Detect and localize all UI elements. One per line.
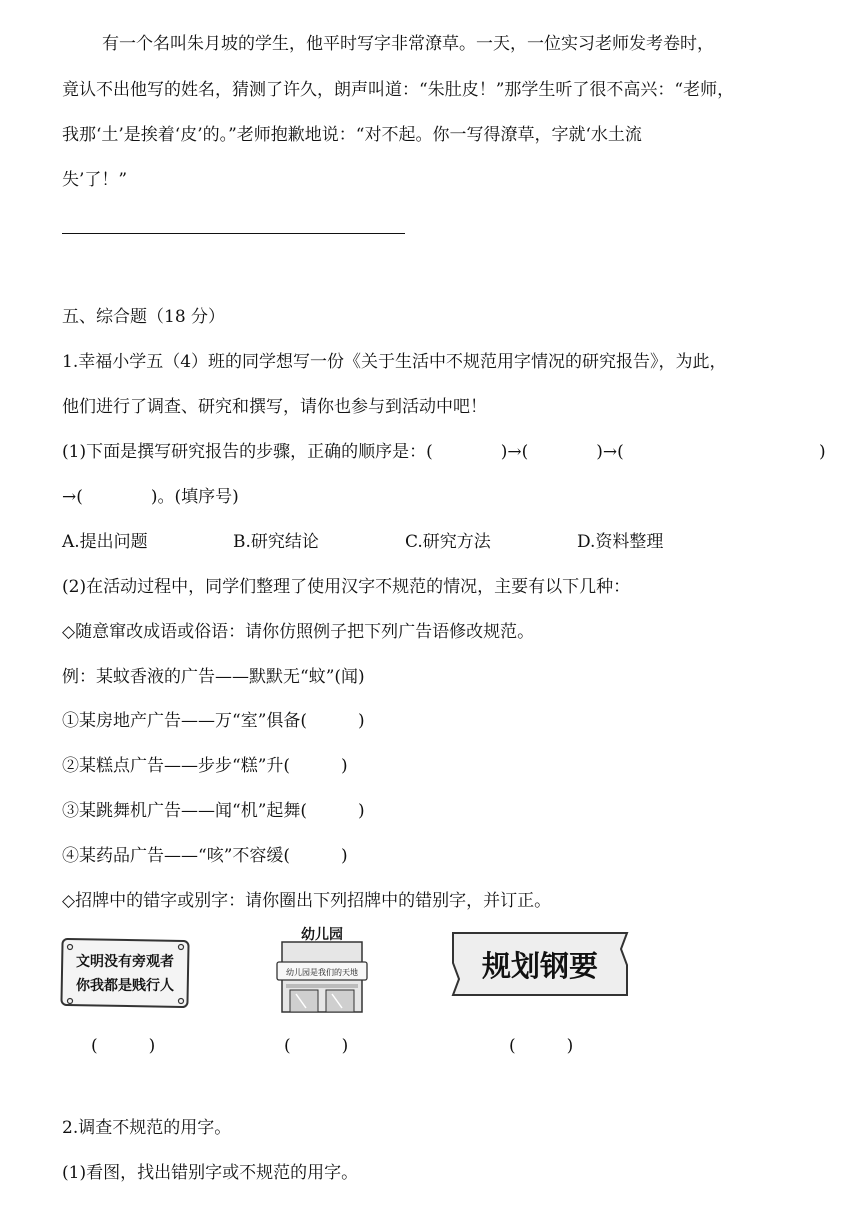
story-line-4: 失’了！” [62, 170, 128, 190]
option-d: D.资料整理 [577, 532, 664, 552]
q1-line-2: 他们进行了调查、研究和撰写，请你也参与到活动中吧！ [62, 397, 487, 417]
item-2: ②某糕点广告——步步“糕”升( ) [62, 756, 348, 776]
option-a: A.提出问题 [62, 532, 148, 552]
sign2-answer-blank[interactable]: ( ) [284, 1036, 349, 1056]
q2-title: 2.调查不规范的用字。 [62, 1118, 232, 1138]
story-line-1: 有一个名叫朱月坡的学生，他平时写字非常潦草。一天，一位实习老师发考卷时， [102, 34, 714, 54]
sign1-answer-blank[interactable]: ( ) [91, 1036, 156, 1056]
sign3-text: 规划钢要 [481, 949, 599, 983]
q1-line-1: 1.幸福小学五（4）班的同学想写一份《关于生活中不规范用字情况的研究报告》，为此， [62, 352, 727, 372]
option-c: C.研究方法 [405, 532, 491, 552]
sign1-line-2: 你我都是贱行人 [76, 978, 174, 994]
item-3: ③某跳舞机广告——闻“机”起舞( ) [62, 801, 365, 821]
q2-sub1: (1)看图，找出错别字或不规范的用字。 [62, 1163, 359, 1183]
sign1-line-1: 文明没有旁观者 [76, 954, 174, 970]
item-4: ④某药品广告——“咳”不容缓( ) [62, 846, 348, 866]
story-line-3: 我那‘土’是挨着‘皮’的。”老师抱歉地说：“对不起。你一写得潦草，字就‘水土流 [62, 125, 642, 145]
q1-sub1-line-a: (1)下面是撰写研究报告的步骤，正确的顺序是：( )→( )→( [62, 442, 624, 462]
bullet-2: ◇招牌中的错字或别字：请你圈出下列招牌中的错别字，并订正。 [62, 891, 552, 911]
q1-sub2: (2)在活动过程中，同学们整理了使用汉字不规范的情况，主要有以下几种： [62, 577, 631, 597]
answer-line[interactable] [62, 233, 405, 234]
q1-sub1-line-a-end: ) [819, 442, 826, 462]
sign2-banner: 幼儿园是我们的天地 [286, 968, 358, 977]
item-1: ①某房地产广告——万“室”俱备( ) [62, 711, 365, 731]
sign2-top: 幼儿园 [301, 927, 343, 943]
sign3-answer-blank[interactable]: ( ) [509, 1036, 574, 1056]
kindergarten-building [276, 926, 368, 1016]
story-line-2: 竟认不出他写的姓名，猜测了许久，朗声叫道：“朱肚皮！”那学生听了很不高兴：“老师， [62, 80, 735, 100]
example-line: 例：某蚊香液的广告——默默无“蚊”(闻) [62, 667, 365, 687]
option-b: B.研究结论 [233, 532, 319, 552]
banner-plan [449, 929, 631, 1001]
signboard-civility [58, 934, 194, 1016]
section-title: 五、综合题（18 分） [62, 307, 226, 327]
q1-sub1-line-b: →( )。(填序号) [62, 487, 239, 507]
bullet-1: ◇随意窜改成语或俗语：请你仿照例子把下列广告语修改规范。 [62, 622, 535, 642]
